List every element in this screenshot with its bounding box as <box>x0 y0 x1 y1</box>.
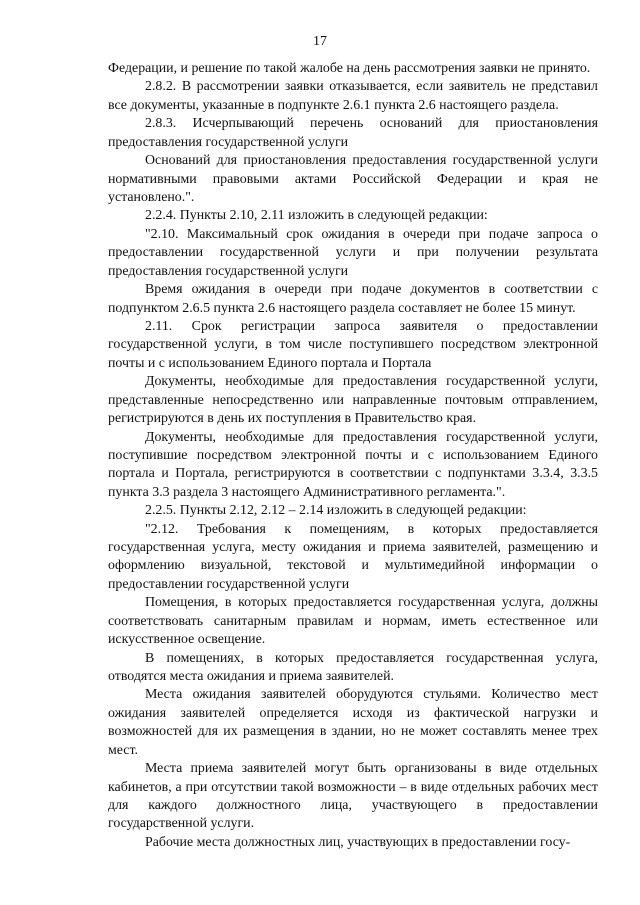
paragraph: Рабочие места должностных лиц, участвующих в предоставлении госу- <box>145 834 571 850</box>
paragraph: 2.2.5. Пункты 2.12, 2.12 – 2.14 изложить в следующей редакции: <box>145 503 527 519</box>
paragraph: Федерации, и решение по такой жалобе на день рассмотрения заявки не принято. <box>108 61 591 76</box>
paragraph: Помещения, в которых предоставляется государственная услуга, должны соответствовать санитарным правилам и нормам, иметь естественное или искусственное освещение. <box>108 595 598 648</box>
page-number: 17 <box>313 34 327 49</box>
paragraph: 2.11. Срок регистрации запроса заявителя о предоставлении государственной услуги, в том числе поступившего посредством электронной почты и с использованием Единого портала и Портала <box>108 319 598 371</box>
document-body <box>108 60 598 852</box>
paragraph: "2.10. Максимальный срок ожидания в очереди при подаче запроса о предоставлении государственной услуги и при получении результата предоставления государственной услуги <box>108 226 598 279</box>
paragraph: Документы, необходимые для предоставления государственной услуги, представленные непосредственно или направленные почтовым отправлением, регистрируются в день их поступления в Правительство края. <box>108 374 598 427</box>
paragraph: 2.2.4. Пункты 2.10, 2.11 изложить в следующей редакции: <box>145 208 488 224</box>
paragraph: Места ожидания заявителей оборудуются стульями. Количество мест ожидания заявителей определяется исходя из фактической нагрузки и возможностей для их размещения в здании, но не может составлять менее трех мест. <box>108 687 598 758</box>
paragraph: Места приема заявителей могут быть организованы в виде отдельных кабинетов, а при отсутствии такой возможности – в виде отдельных рабочих мест для каждого должностного лица, участвующего в предоставлении государственной услуги. <box>108 761 598 832</box>
paragraph: Оснований для приостановления предоставления государственной услуги нормативными правовыми актами Российской Федерации и края не установлено.". <box>108 153 598 205</box>
paragraph: "2.12. Требования к помещениям, в которых предоставляется государственная услуга, месту ожидания и приема заявителей, размещению и оформлению визуальной, текстовой и мультимедийной информации о предоставлении государственной услуги <box>108 521 598 592</box>
paragraph: В помещениях, в которых предоставляется государственная услуга, отводятся места ожидания и приема заявителей. <box>108 650 598 685</box>
paragraph: 2.8.2. В рассмотрении заявки отказывается, если заявитель не представил все документы, указанные в подпункте 2.6.1 пункта 2.6 настоящего раздела. <box>108 79 598 113</box>
paragraph: Время ожидания в очереди при подаче документов в соответствии с подпунктом 2.6.5 пункта 2.6 настоящего раздела составляет не более 15 минут. <box>108 282 598 316</box>
paragraph: Документы, необходимые для предоставления государственной услуги, поступившие посредством электронной почты и с использованием Единого портала и Портала, регистрируются в соответствии с подпунктами 3.3.4, 3.3.5 пункта 3.3 раздела 3 настоящего Административного регламента.". <box>108 429 598 500</box>
paragraph: 2.8.3. Исчерпывающий перечень оснований для приостановления предоставления государственной услуги <box>108 116 598 150</box>
